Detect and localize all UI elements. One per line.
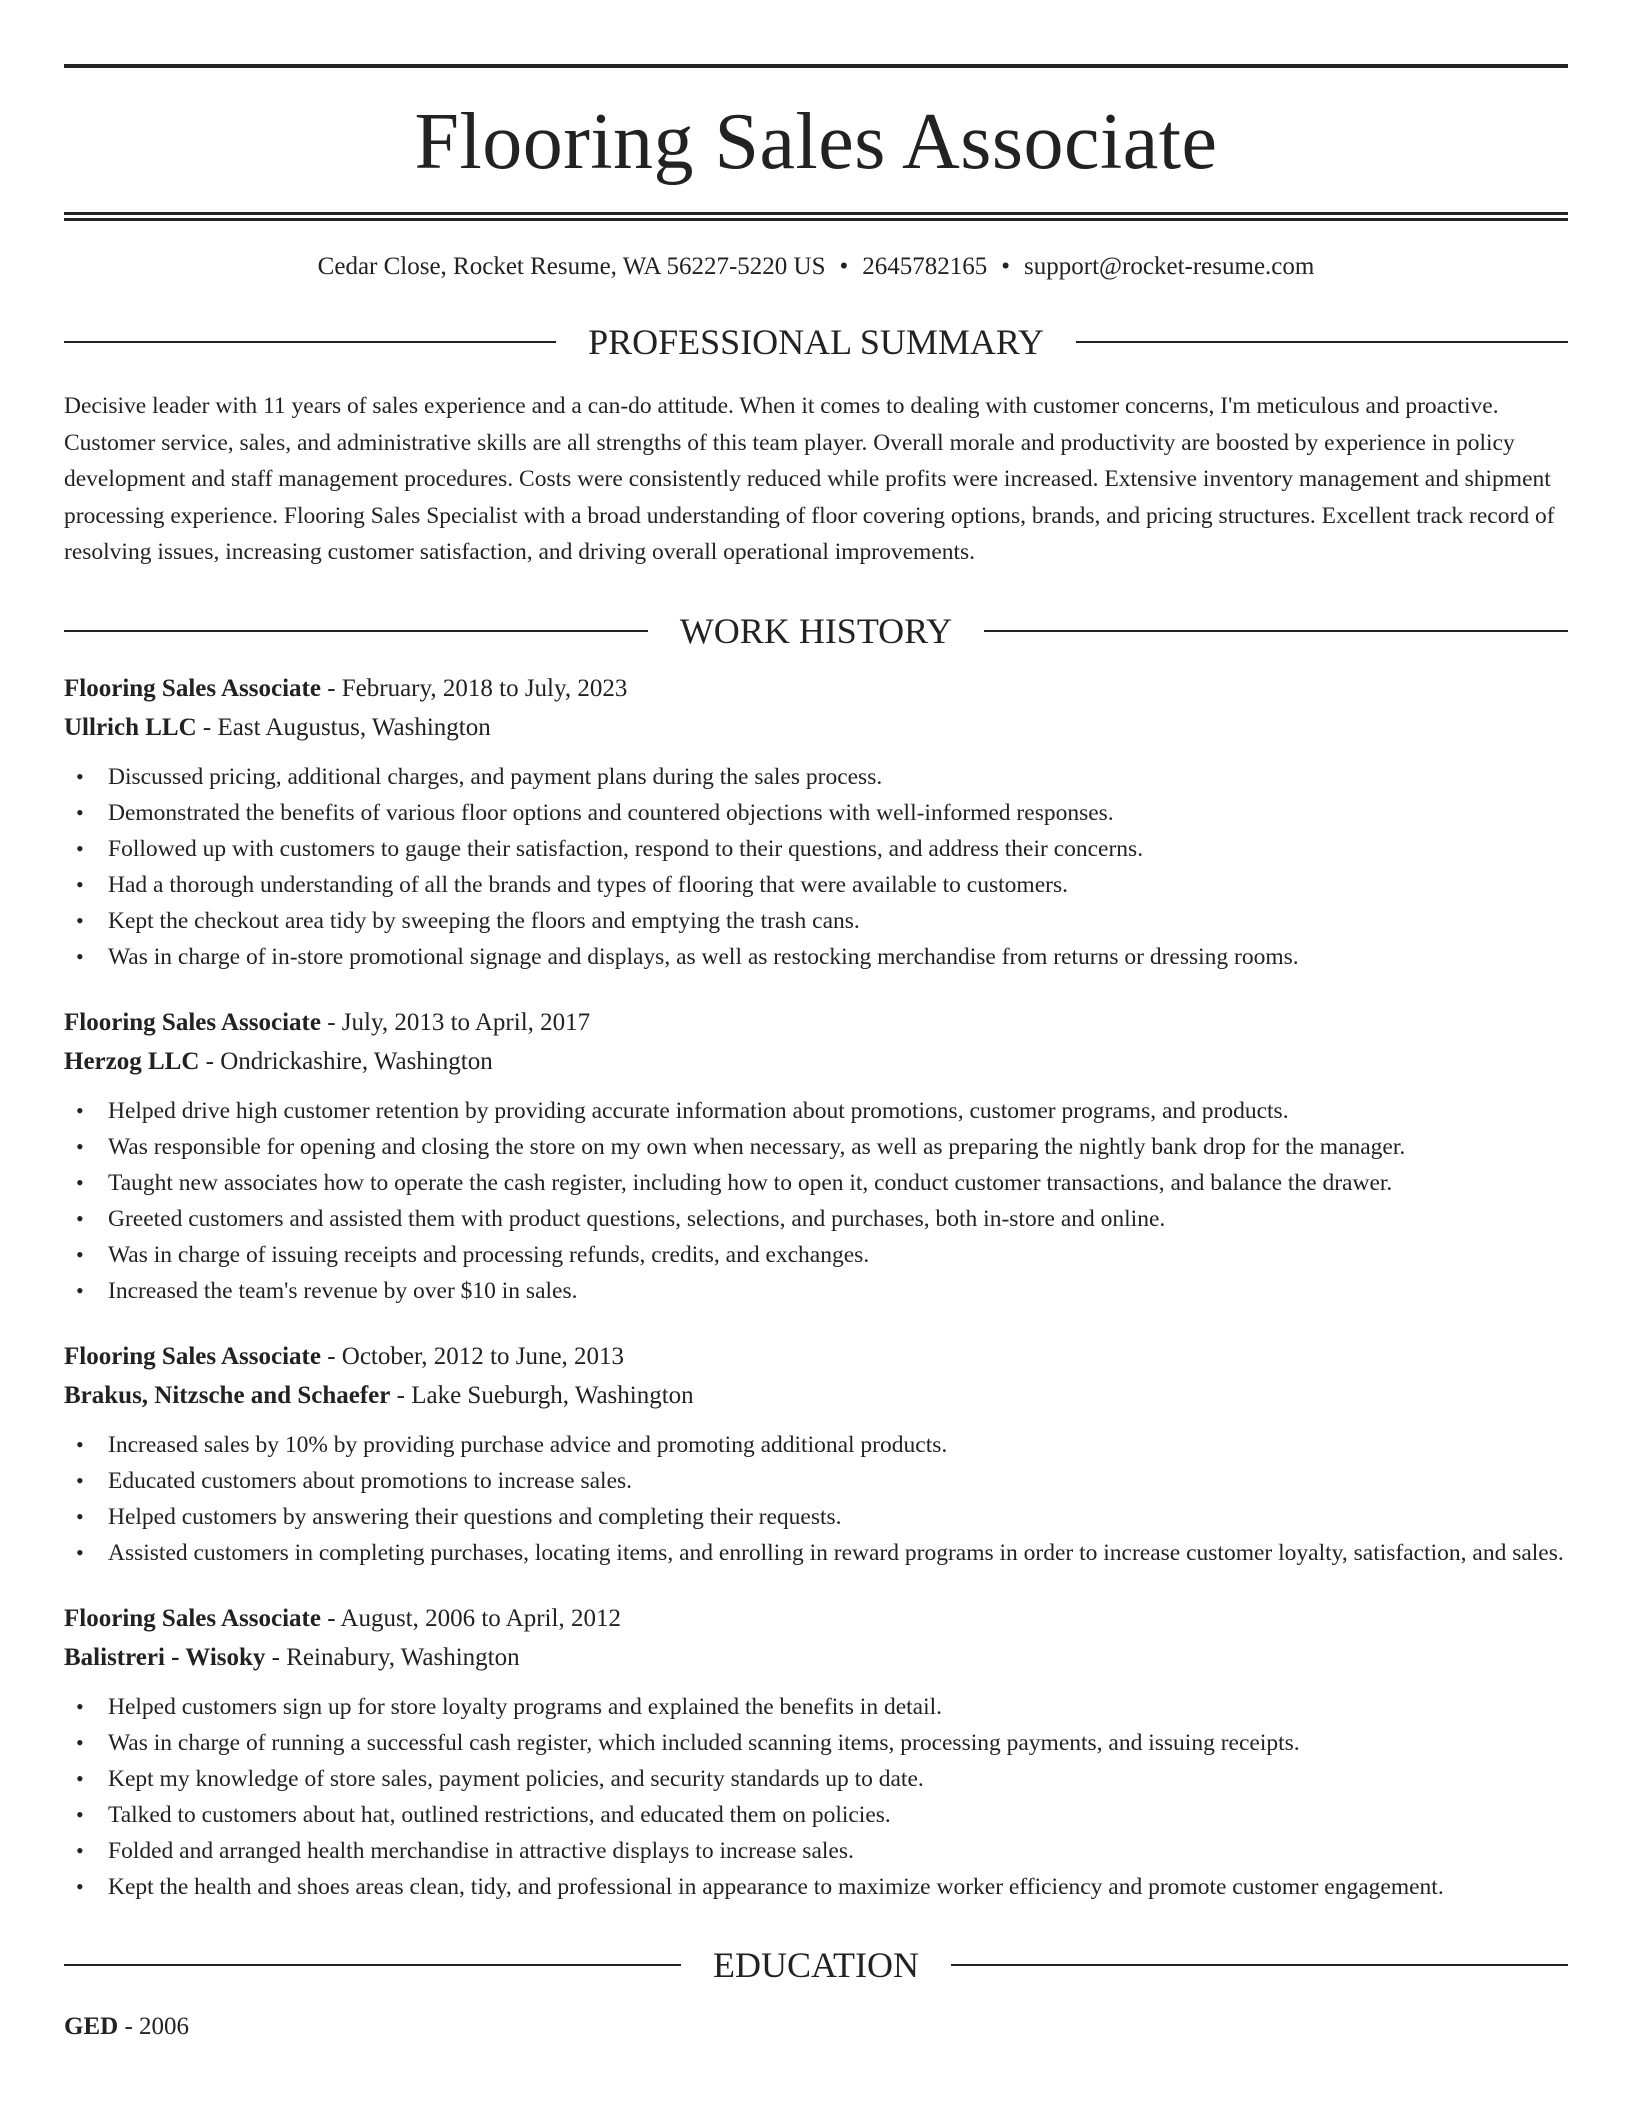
job-company-line [64,708,1568,747]
job-location: - Lake Sueburgh, Washington [390,1381,694,1409]
job-title-line [64,1003,1568,1042]
education-degree: GED [64,2012,119,2040]
section-title: WORK HISTORY [679,610,953,651]
job-dates: - August, 2006 to April, 2012 [320,1604,621,1632]
contact-address: Cedar Close, Rocket Resume, WA 56227-5220 US [317,253,826,280]
list-item: • Greeted customers and assisted them with product questions, selections, and purchases, both in-store and online. [64,1201,1568,1237]
job-role: Flooring Sales Associate [64,1008,321,1036]
job-bullets [64,1689,1568,1905]
list-item: • Was responsible for opening and closing the store on my own when necessary, as well as preparing the nightly bank drop for the manager. [64,1129,1568,1165]
job-entry [64,669,1568,975]
list-item: • Talked to customers about hat, outlined restrictions, and educated them on policies. [64,1797,1568,1833]
contact-line [64,252,1568,282]
job-company: Balistreri - Wisoky [64,1643,266,1671]
list-item: • Assisted customers in completing purchases, locating items, and enrolling in reward programs in order to increase customer loyalty, satisfaction, and sales. [64,1535,1568,1571]
list-item: • Educated customers about promotions to increase sales. [64,1463,1568,1499]
heading-rule-right [984,630,1568,632]
job-location: - East Augustus, Washington [196,713,491,741]
list-item: • Helped customers sign up for store loyalty programs and explained the benefits in detail. [64,1689,1568,1725]
education-year: - 2006 [118,2012,190,2040]
job-company-line [64,1042,1568,1081]
job-title-line [64,669,1568,708]
job-dates: - October, 2012 to June, 2013 [320,1342,625,1370]
top-rule [64,64,1568,68]
job-company: Herzog LLC [64,1047,200,1075]
list-item: • Kept the health and shoes areas clean, tidy, and professional in appearance to maximize worker efficiency and promote customer engagement. [64,1869,1568,1905]
job-role: Flooring Sales Associate [64,1604,321,1632]
education-entry [64,2007,1568,2046]
heading-rule-right [1076,341,1568,343]
job-company-line [64,1376,1568,1415]
list-item: • Kept the checkout area tidy by sweeping the floors and emptying the trash cans. [64,903,1568,939]
job-entry [64,1337,1568,1571]
job-role: Flooring Sales Associate [64,674,321,702]
list-item: • Was in charge of in-store promotional signage and displays, as well as restocking merchandise from returns or dressing rooms. [64,939,1568,975]
job-location: - Reinabury, Washington [265,1643,520,1671]
job-bullets [64,1093,1568,1309]
title-double-rule [64,212,1568,221]
job-entry [64,1003,1568,1309]
page-title: Flooring Sales Associate [414,98,1218,186]
education-heading [64,1944,1568,1985]
job-bullets [64,1427,1568,1571]
job-role: Flooring Sales Associate [64,1342,321,1370]
list-item: • Discussed pricing, additional charges, and payment plans during the sales process. [64,759,1568,795]
job-title-line [64,1599,1568,1638]
job-title-line [64,1337,1568,1376]
summary-heading [64,324,1568,360]
contact-separator: • [1001,253,1011,280]
job-bullets [64,759,1568,975]
list-item: • Kept my knowledge of store sales, payment policies, and security standards up to date. [64,1761,1568,1797]
list-item: • Demonstrated the benefits of various floor options and countered objections with well-informed responses. [64,795,1568,831]
job-company: Ullrich LLC [64,713,197,741]
heading-rule-right [951,1964,1568,1966]
list-item: • Taught new associates how to operate the cash register, including how to open it, conduct customer transactions, and balance the drawer. [64,1165,1568,1201]
list-item: • Folded and arranged health merchandise in attractive displays to increase sales. [64,1833,1568,1869]
work-history-heading [64,610,1568,651]
list-item: • Helped customers by answering their questions and completing their requests. [64,1499,1568,1535]
heading-rule-left [64,1964,681,1966]
contact-email: support@rocket-resume.com [1024,253,1315,280]
list-item: • Followed up with customers to gauge their satisfaction, respond to their questions, and address their concerns. [64,831,1568,867]
list-item: • Was in charge of issuing receipts and processing refunds, credits, and exchanges. [64,1237,1568,1273]
job-company: Brakus, Nitzsche and Schaefer [64,1381,391,1409]
list-item: • Increased sales by 10% by providing purchase advice and promoting additional products. [64,1427,1568,1463]
job-company-line [64,1638,1568,1677]
list-item: • Helped drive high customer retention by providing accurate information about promotions, customer programs, and products. [64,1093,1568,1129]
list-item: • Had a thorough understanding of all the brands and types of flooring that were available to customers. [64,867,1568,903]
contact-separator: • [839,253,849,280]
job-entry [64,1599,1568,1905]
list-item: • Increased the team's revenue by over $10 in sales. [64,1273,1568,1309]
section-title: PROFESSIONAL SUMMARY [588,322,1044,362]
heading-rule-left [64,630,648,632]
job-list [64,669,1568,1905]
job-location: - Ondrickashire, Washington [199,1047,493,1075]
summary-text: Decisive leader with 11 years of sales experience and a can-do attitude. When it comes to dealing with customer concerns, I'm meticulous and proactive. Customer service, sales, and administrative skills are all strengths of this team player. Overall morale and productivity are boosted by experience in policy development and staff management procedures. Costs were consistently reduced while profits were increased. Extensive inventory management and shipment processing experience. Flooring Sales Specialist with a broad understanding of floor covering options, brands, and pricing structures. Excellent track record of resolving issues, increasing customer satisfaction, and driving overall operational improvements. [64,393,1555,565]
section-title: EDUCATION [713,1944,919,1985]
contact-phone: 2645782165 [862,253,988,280]
list-item: • Was in charge of running a successful cash register, which included scanning items, processing payments, and issuing receipts. [64,1725,1568,1761]
job-dates: - February, 2018 to July, 2023 [320,674,628,702]
job-dates: - July, 2013 to April, 2017 [320,1008,591,1036]
heading-rule-left [64,341,556,343]
